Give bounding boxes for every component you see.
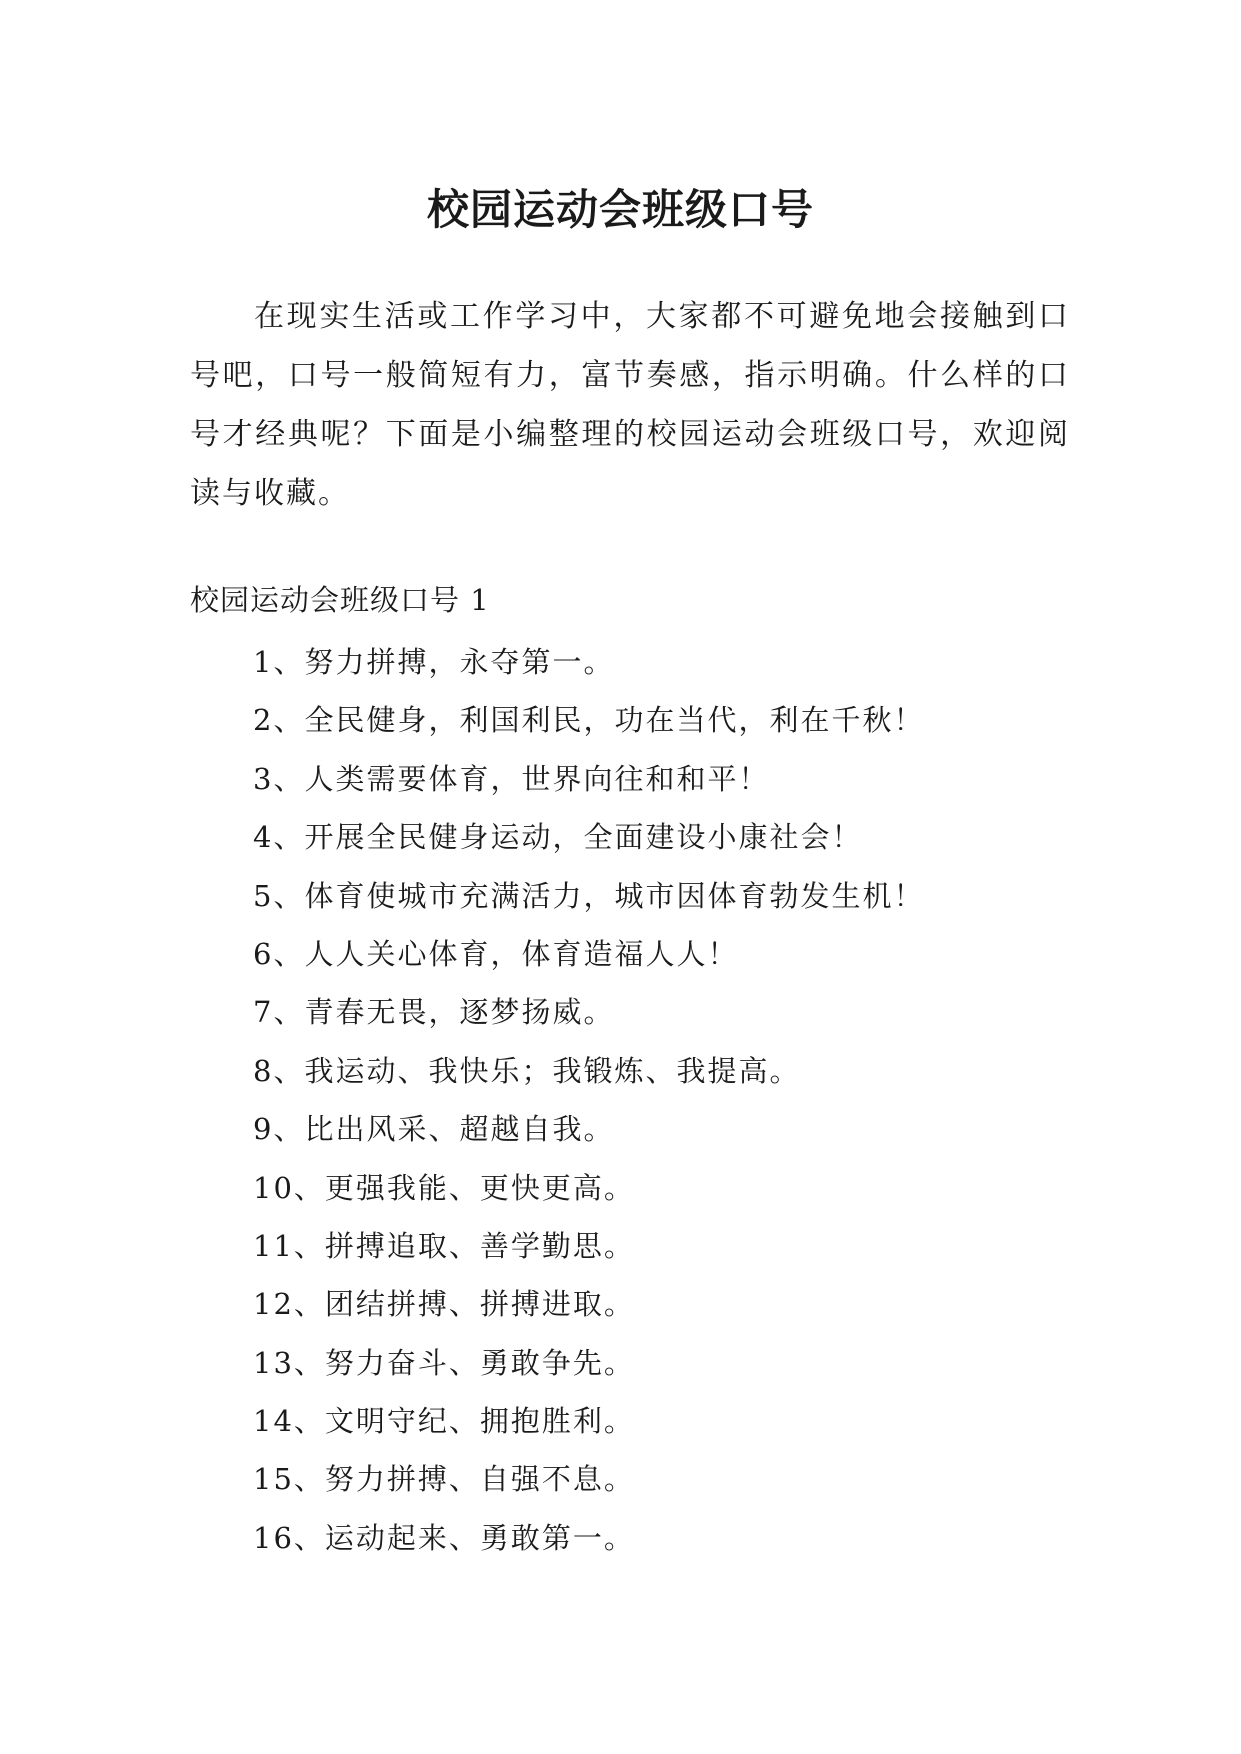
slogan-number: 1、 [253,645,305,679]
slogan-text: 努力拼搏，永夺第一。 [304,645,615,679]
slogan-number: 4、 [253,820,305,855]
slogan-item [253,990,924,1048]
slogan-number: 13、 [253,1345,325,1380]
slogan-text: 更强我能、更快更高。 [324,1170,635,1205]
slogan-text: 我运动、我快乐；我锻炼、我提高。 [304,1053,801,1088]
slogan-text: 拼搏追取、善学勤思。 [324,1228,635,1263]
slogan-number: 8、 [253,1053,305,1088]
slogan-text: 团结拼搏、拼搏进取。 [324,1287,635,1322]
slogan-number: 9、 [253,1112,305,1147]
slogan-item [253,757,924,815]
slogan-text: 运动起来、勇敢第一。 [324,1520,635,1555]
slogan-number: 12、 [253,1287,325,1322]
slogan-item [253,1457,924,1515]
slogan-item [253,1166,924,1224]
slogan-item [253,874,924,932]
slogan-item [253,815,924,873]
slogan-number: 7、 [253,995,305,1030]
slogan-item [253,1107,924,1165]
slogan-list [253,640,924,1574]
slogan-text: 全民健身，利国利民，功在当代，利在千秋！ [304,703,925,738]
slogan-item [253,1282,924,1340]
slogan-number: 2、 [253,703,305,738]
slogan-number: 15、 [253,1462,325,1497]
slogan-item [253,1399,924,1457]
slogan-item [253,640,924,698]
slogan-item [253,932,924,990]
document-title: 校园运动会班级口号 [426,185,814,235]
slogan-item [253,1049,924,1107]
slogan-number: 11、 [253,1228,325,1263]
slogan-text: 文明守纪、拥抱胜利。 [324,1404,635,1439]
slogan-item [253,1341,924,1399]
intro-paragraph: 在现实生活或工作学习中，大家都不可避免地会接触到口号吧，口号一般简短有力，富节奏感，指示明确。什么样的口号才经典呢？下面是小编整理的校园运动会班级口号，欢迎阅读与收藏。 [190,299,1070,511]
slogan-text: 努力拼搏、自强不息。 [324,1462,635,1497]
slogan-text: 比出风采、超越自我。 [304,1112,615,1147]
slogan-number: 3、 [253,761,305,796]
slogan-number: 10、 [253,1170,325,1205]
slogan-text: 人类需要体育，世界向往和和平！ [304,761,770,796]
slogan-number: 14、 [253,1404,325,1439]
slogan-text: 人人关心体育，体育造福人人！ [304,936,739,971]
section-heading: 校园运动会班级口号 1 [190,583,490,617]
slogan-text: 体育使城市充满活力，城市因体育勃发生机！ [304,878,925,913]
slogan-number: 6、 [253,936,305,971]
slogan-item [253,1516,924,1574]
slogan-text: 青春无畏，逐梦扬威。 [304,995,615,1030]
slogan-number: 16、 [253,1520,325,1555]
slogan-number: 5、 [253,878,305,913]
slogan-text: 开展全民健身运动，全面建设小康社会！ [304,820,863,855]
slogan-text: 努力奋斗、勇敢争先。 [324,1345,635,1380]
slogan-item [253,1224,924,1282]
slogan-item [253,698,924,756]
